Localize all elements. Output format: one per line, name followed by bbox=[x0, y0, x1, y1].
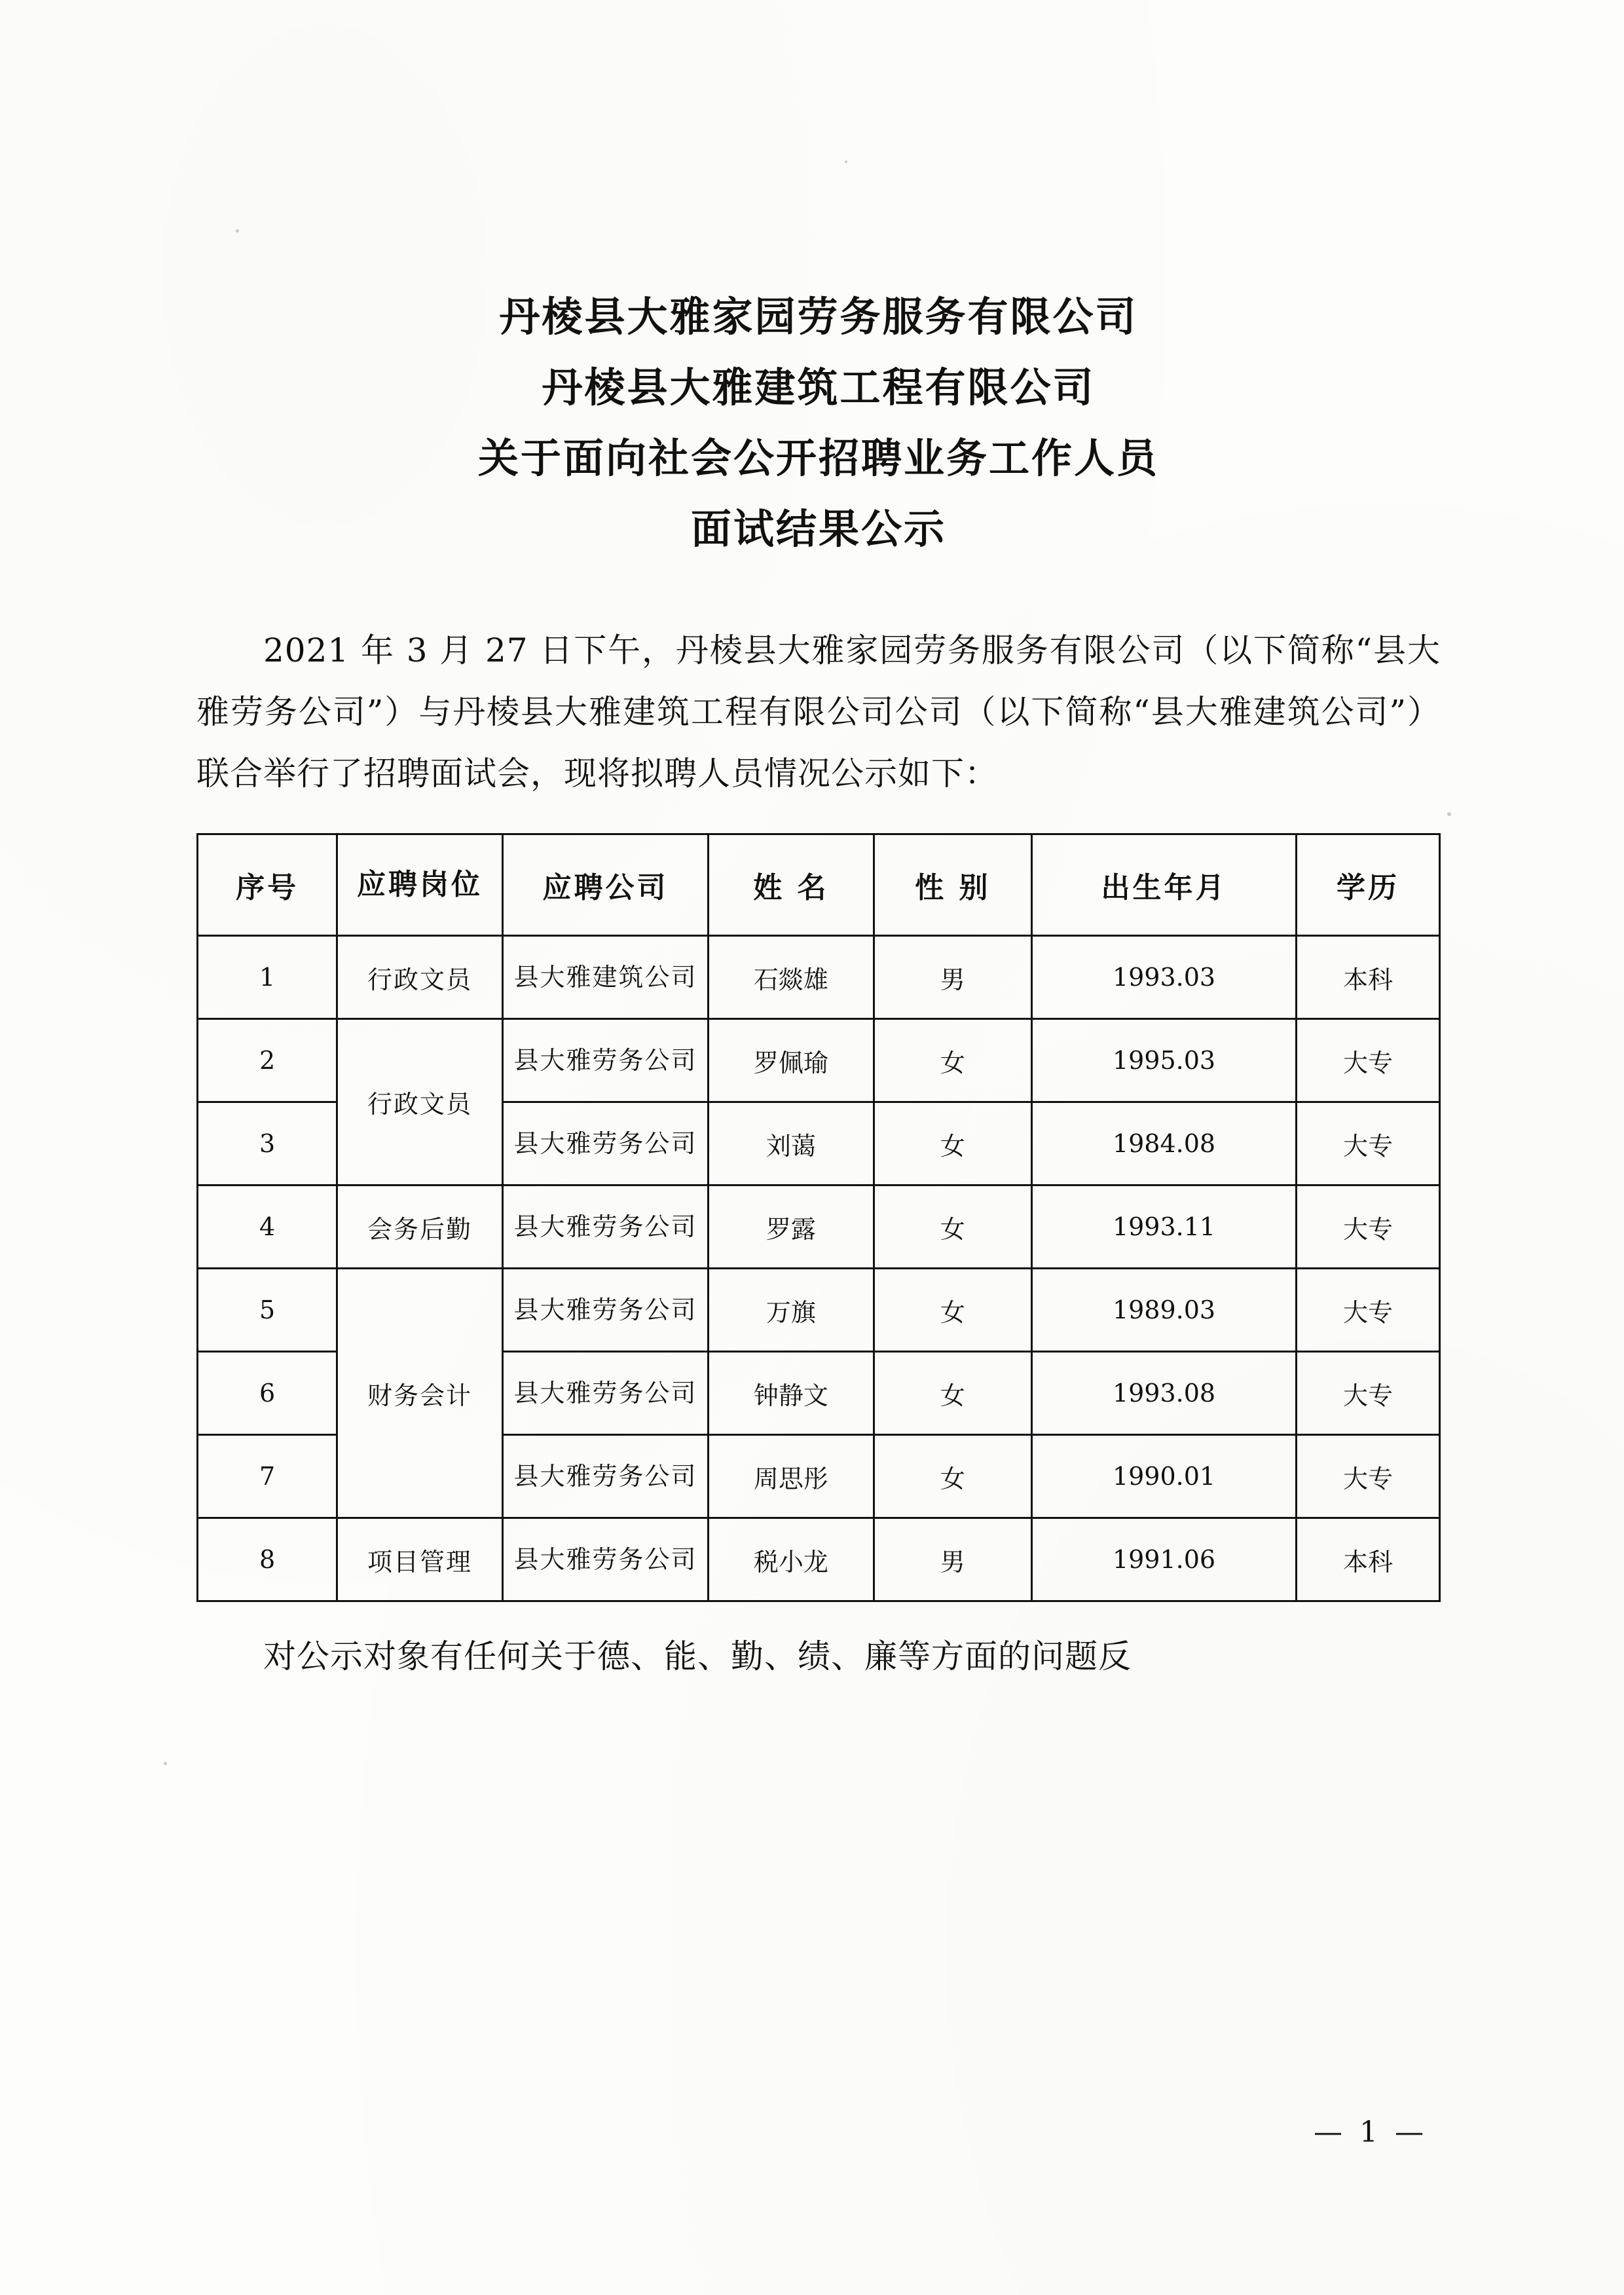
cell-birth: 1984.08 bbox=[1031, 1102, 1296, 1185]
cell-name: 石燚雄 bbox=[709, 936, 874, 1019]
table-row bbox=[198, 936, 1440, 1019]
cell-post: 项目管理 bbox=[337, 1518, 503, 1601]
cell-post: 行政文员 bbox=[337, 1019, 503, 1185]
cell-birth: 1990.01 bbox=[1031, 1435, 1296, 1518]
cell-company: 县大雅劳务公司 bbox=[502, 1435, 708, 1518]
title-line-4: 面试结果公示 bbox=[690, 505, 946, 553]
cell-no: 8 bbox=[198, 1518, 337, 1601]
cell-sex: 女 bbox=[874, 1185, 1031, 1269]
tail-paragraph-text: 对公示对象有任何关于德、能、勤、绩、廉等方面的问题反 bbox=[263, 1637, 1132, 1675]
cell-education: 大专 bbox=[1297, 1102, 1440, 1185]
cell-name: 钟静文 bbox=[709, 1352, 874, 1435]
header-birth: 出生年月 bbox=[1031, 834, 1296, 936]
cell-birth: 1989.03 bbox=[1031, 1269, 1296, 1352]
header-education: 学历 bbox=[1297, 834, 1440, 936]
title-line-2: 丹棱县大雅建筑工程有限公司 bbox=[542, 364, 1096, 411]
cell-company: 县大雅劳务公司 bbox=[502, 1269, 708, 1352]
cell-company: 县大雅劳务公司 bbox=[502, 1518, 708, 1601]
table-row bbox=[198, 1269, 1440, 1352]
cell-no: 4 bbox=[198, 1185, 337, 1269]
cell-sex: 女 bbox=[874, 1019, 1031, 1102]
cell-education: 大专 bbox=[1297, 1352, 1440, 1435]
cell-sex: 女 bbox=[874, 1269, 1031, 1352]
cell-company: 县大雅劳务公司 bbox=[502, 1019, 708, 1102]
header-name: 姓 名 bbox=[709, 834, 874, 936]
cell-birth: 1993.11 bbox=[1031, 1185, 1296, 1269]
title-line-3: 关于面向社会公开招聘业务工作人员 bbox=[477, 434, 1159, 482]
cell-sex: 女 bbox=[874, 1102, 1031, 1185]
tail-paragraph bbox=[196, 1626, 1441, 1687]
cell-birth: 1995.03 bbox=[1031, 1019, 1296, 1102]
cell-company: 县大雅劳务公司 bbox=[502, 1185, 708, 1269]
header-no: 序号 bbox=[198, 834, 337, 936]
table-row bbox=[198, 1019, 1440, 1102]
candidates-table bbox=[196, 833, 1441, 1602]
cell-post: 行政文员 bbox=[337, 936, 503, 1019]
cell-name: 税小龙 bbox=[709, 1518, 874, 1601]
cell-birth: 1993.03 bbox=[1031, 936, 1296, 1019]
cell-sex: 男 bbox=[874, 936, 1031, 1019]
cell-company: 县大雅建筑公司 bbox=[502, 936, 708, 1019]
intro-paragraph bbox=[196, 620, 1441, 804]
cell-company: 县大雅劳务公司 bbox=[502, 1102, 708, 1185]
cell-education: 大专 bbox=[1297, 1435, 1440, 1518]
header-post-label: 应聘岗位 bbox=[357, 868, 483, 901]
scan-speck bbox=[845, 160, 847, 163]
cell-post: 会务后勤 bbox=[337, 1185, 503, 1269]
page-number: — 1 — bbox=[1314, 2116, 1428, 2149]
document-title bbox=[196, 282, 1441, 565]
cell-company: 县大雅劳务公司 bbox=[502, 1352, 708, 1435]
cell-no: 7 bbox=[198, 1435, 337, 1518]
scan-speck bbox=[1447, 812, 1451, 816]
cell-education: 本科 bbox=[1297, 1518, 1440, 1601]
cell-sex: 女 bbox=[874, 1435, 1031, 1518]
cell-no: 3 bbox=[198, 1102, 337, 1185]
header-sex: 性 别 bbox=[874, 834, 1031, 936]
scan-speck bbox=[236, 229, 239, 233]
header-post bbox=[337, 834, 503, 936]
table-row bbox=[198, 1518, 1440, 1601]
document-body bbox=[196, 282, 1441, 1687]
cell-education: 本科 bbox=[1297, 936, 1440, 1019]
cell-name: 周思彤 bbox=[709, 1435, 874, 1518]
cell-education: 大专 bbox=[1297, 1185, 1440, 1269]
cell-post: 财务会计 bbox=[337, 1269, 503, 1518]
cell-education: 大专 bbox=[1297, 1269, 1440, 1352]
table-header-row bbox=[198, 834, 1440, 936]
cell-no: 2 bbox=[198, 1019, 337, 1102]
intro-paragraph-text: 2021 年 3 月 27 日下午，丹棱县大雅家园劳务服务有限公司（以下简称“县大雅劳务公司”）与丹棱县大雅建筑工程有限公司公司（以下简称“县大雅建筑公司”）联合举行了招聘面试会，现将拟聘人员情况公示如下： bbox=[196, 631, 1441, 793]
cell-sex: 女 bbox=[874, 1352, 1031, 1435]
cell-birth: 1991.06 bbox=[1031, 1518, 1296, 1601]
cell-education: 大专 bbox=[1297, 1019, 1440, 1102]
cell-birth: 1993.08 bbox=[1031, 1352, 1296, 1435]
cell-no: 6 bbox=[198, 1352, 337, 1435]
cell-name: 万旗 bbox=[709, 1269, 874, 1352]
table-row bbox=[198, 1185, 1440, 1269]
cell-name: 罗佩瑜 bbox=[709, 1019, 874, 1102]
header-company: 应聘公司 bbox=[502, 834, 708, 936]
cell-no: 1 bbox=[198, 936, 337, 1019]
cell-name: 刘蔼 bbox=[709, 1102, 874, 1185]
cell-no: 5 bbox=[198, 1269, 337, 1352]
scan-speck bbox=[164, 1762, 167, 1765]
title-line-1: 丹棱县大雅家园劳务服务有限公司 bbox=[499, 293, 1138, 341]
cell-sex: 男 bbox=[874, 1518, 1031, 1601]
cell-name: 罗露 bbox=[709, 1185, 874, 1269]
